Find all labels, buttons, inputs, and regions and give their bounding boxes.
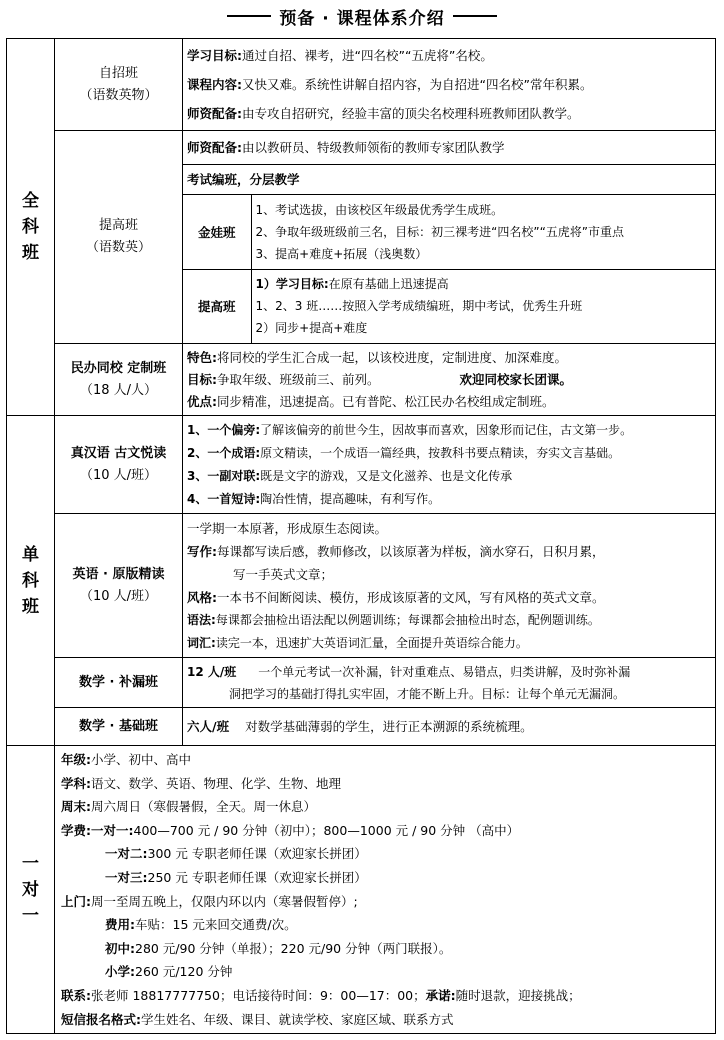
detail-label: 费用: <box>105 917 135 933</box>
detail-text: 周一至周五晚上，仅限内环以内（寒暑假暂停）; <box>91 893 358 909</box>
title-rule-right <box>453 15 497 17</box>
course-sub: （10 人/班） <box>79 588 158 604</box>
minban-details <box>183 344 716 416</box>
course-name: 英语 · 原版精读 <box>72 566 165 582</box>
jinwa-details <box>251 194 715 269</box>
detail-row <box>187 99 711 128</box>
detail-text: 读完一本，迅速扩大英语词汇量，全面提升英语综合能力。 <box>215 635 528 650</box>
page-title: 预备 · 课程体系介绍 <box>279 8 445 29</box>
detail-text: 280 元/90 分钟（单报）；220 元/90 分钟（两门联报）。 <box>135 940 452 956</box>
detail-label: 周末: <box>61 799 91 815</box>
detail-text: 张老师 18817777750；电话接待时间：9：00—17：00； <box>91 987 426 1003</box>
detail-text: 将同校的学生汇合成一起，以该校进度，定制进度、加深难度。 <box>217 349 568 365</box>
course-english <box>55 514 183 658</box>
course-name: 真汉语 古文悦读 <box>70 445 167 461</box>
course-math-base <box>55 708 183 746</box>
detail-line: 2）同步+提高+难度 <box>255 321 368 336</box>
detail-label: 词汇: <box>187 635 216 650</box>
detail-text: 每课都会抽检出语法配以例题训练；每课都会抽检出时态，配例题训练。 <box>215 612 600 627</box>
detail-label: 语法: <box>187 612 216 627</box>
page-header <box>0 4 724 28</box>
math-fix-details <box>183 658 716 708</box>
course-name: 提高班 <box>98 218 138 233</box>
detail-line: 1、2、3 班……按照入学考成绩编班，期中考试，优秀生升班 <box>255 299 583 314</box>
title-rule-left <box>227 15 271 17</box>
detail-text: 原文精读，一个成语一篇经典，按教科书要点精读，夯实文言基础。 <box>260 445 621 460</box>
course-name: 数学 · 补漏班 <box>79 674 158 690</box>
tigao-exam-note: 考试编班，分层教学 <box>183 164 715 194</box>
course-sub: （语数英物） <box>79 87 158 103</box>
course-zizhao <box>55 39 183 131</box>
detail-text: 在原有基础上迅速提高 <box>328 277 449 292</box>
detail-label: 一对三: <box>105 869 148 885</box>
yidui-details <box>55 746 716 1034</box>
detail-text: 小学、初中、高中 <box>91 752 192 767</box>
section-yidui <box>7 746 55 1034</box>
detail-text: 车贴：15 元来回交通费/次。 <box>135 917 297 933</box>
detail-line: 1、考试选拔，由该校区年级最优秀学生成班。 <box>255 202 504 217</box>
detail-text: 由专攻自招研究，经验丰富的顶尖名校理科班教师团队教学。 <box>242 106 580 121</box>
detail-line: 洞把学习的基础打得扎实牢固，才能不断上升。目标：让每个单元无漏洞。 <box>229 686 626 701</box>
course-sub: （18 人/人） <box>79 382 158 398</box>
chinese-details <box>183 416 716 514</box>
welcome-note: 欢迎同校家长团课。 <box>459 371 573 387</box>
course-math-fix <box>55 658 183 708</box>
detail-label: 1）学习目标: <box>255 277 329 292</box>
tigao-sub-details <box>251 269 715 343</box>
detail-row <box>187 70 711 99</box>
tigao-teacher <box>183 131 715 164</box>
detail-text: 周六周日（寒假暑假，全天。周一休息） <box>91 799 317 815</box>
detail-text: 250 元 专职老师任课（欢迎家长拼团） <box>147 869 367 885</box>
course-name: 数学 · 基础班 <box>79 718 158 734</box>
detail-label: 一对二: <box>105 846 148 862</box>
detail-line: 写一手英式文章； <box>233 566 334 582</box>
detail-label: 师资配备: <box>187 139 242 155</box>
detail-text: 争取年级、班级前三、前列。 <box>217 371 380 387</box>
detail-text: 语文、数学、英语、物理、化学、生物、地理 <box>91 775 342 791</box>
detail-text: 随时退款，迎接挑战； <box>455 987 581 1003</box>
english-details <box>183 514 716 658</box>
detail-text: 陶冶性情，提高趣味，有利写作。 <box>260 491 441 506</box>
detail-label: 风格: <box>187 589 217 605</box>
detail-label: 目标: <box>187 371 217 387</box>
detail-label: 4、一首短诗: <box>187 491 261 506</box>
detail-line: 3、提高+难度+拓展（浅奥数） <box>255 246 428 261</box>
detail-line: 一学期一本原著，形成原生态阅读。 <box>187 520 388 536</box>
detail-label: 小学: <box>105 964 135 980</box>
detail-label: 学科: <box>61 775 91 791</box>
detail-label: 写作: <box>187 543 217 559</box>
course-minban <box>55 344 183 416</box>
detail-text: 了解该偏旁的前世今生，因故事而喜欢，因象形而记住，古文第一步。 <box>260 422 633 437</box>
tigao-inner-table <box>183 131 715 343</box>
section-label: 单科班 <box>22 544 39 617</box>
detail-text: 300 元 专职老师任课（欢迎家长拼团） <box>147 846 367 862</box>
detail-label: 师资配备: <box>187 106 242 121</box>
detail-label: 优点: <box>187 393 217 409</box>
course-sub: （语数英） <box>85 240 151 255</box>
detail-label: 学费: <box>61 822 91 838</box>
detail-line: 2、争取年级班级前三名，目标：初三裸考进“四名校”“五虎将”市重点 <box>255 224 625 239</box>
detail-text: 又快又难。系统性讲解自招内容，为自招进“四名校”常年积累。 <box>242 77 593 92</box>
detail-text: 一本书不间断阅读、模仿，形成该原著的文风，写有风格的英式文章。 <box>217 589 605 605</box>
detail-text: 学生姓名、年级、课目、就读学校、家庭区域、联系方式 <box>141 1011 454 1027</box>
course-name: 自招班 <box>98 65 138 81</box>
detail-label: 2、一个成语: <box>187 445 261 460</box>
detail-label: 1、一个偏旁: <box>187 422 261 437</box>
section-danke <box>7 416 55 746</box>
detail-text: 400—700 元 / 90 分钟（初中）；800—1000 元 / 90 分钟 （高中） <box>133 822 520 838</box>
detail-label: 课程内容: <box>187 77 242 92</box>
detail-text: 对数学基础薄弱的学生，进行正本溯源的系统梳理。 <box>245 719 533 734</box>
detail-label: 承诺: <box>425 987 456 1003</box>
subclass-tigao: 提高班 <box>183 269 251 343</box>
course-name: 民办同校 定制班 <box>70 360 167 376</box>
course-table <box>6 38 716 1034</box>
section-label: 一对一 <box>22 853 39 926</box>
section-label: 全科班 <box>22 191 39 263</box>
detail-label: 短信报名格式: <box>61 1011 141 1027</box>
detail-label: 学习目标: <box>187 48 242 63</box>
detail-label: 特色: <box>187 349 217 365</box>
course-tigao <box>55 131 183 344</box>
class-size: 12 人/班 <box>187 664 237 679</box>
course-chinese <box>55 416 183 514</box>
detail-text: 一个单元考试一次补漏，针对重难点、易错点，归类讲解，及时弥补漏 <box>258 664 631 679</box>
tigao-details <box>183 131 716 344</box>
detail-text: 每课都写读后感，教师修改，以该原著为样板，滴水穿石，日积月累， <box>217 543 605 559</box>
detail-text: 260 元/120 分钟 <box>135 964 233 980</box>
course-sub: （10 人/班） <box>79 467 158 483</box>
math-base-details <box>183 708 716 746</box>
detail-label: 3、一副对联: <box>187 468 261 483</box>
class-size: 六人/班 <box>187 719 230 734</box>
detail-text: 通过自招、裸考，进“四名校”“五虎将”名校。 <box>242 48 493 63</box>
detail-label: 联系: <box>61 987 91 1003</box>
detail-text: 同步精准，迅速提高。已有普陀、松江民办名校组成定制班。 <box>217 393 555 409</box>
detail-label: 初中: <box>105 940 135 956</box>
zizhao-details <box>183 39 716 131</box>
detail-label: 一对一: <box>91 822 134 838</box>
detail-label: 年级: <box>61 752 91 767</box>
detail-text: 既是文字的游戏，又是文化滋养、也是文化传承 <box>260 468 513 483</box>
section-quanke <box>7 39 55 416</box>
detail-text: 由以教研员、特级教师领衔的教师专家团队教学 <box>242 139 505 155</box>
detail-row <box>187 41 711 70</box>
subclass-jinwa: 金娃班 <box>183 194 251 269</box>
detail-label: 上门: <box>61 893 91 909</box>
